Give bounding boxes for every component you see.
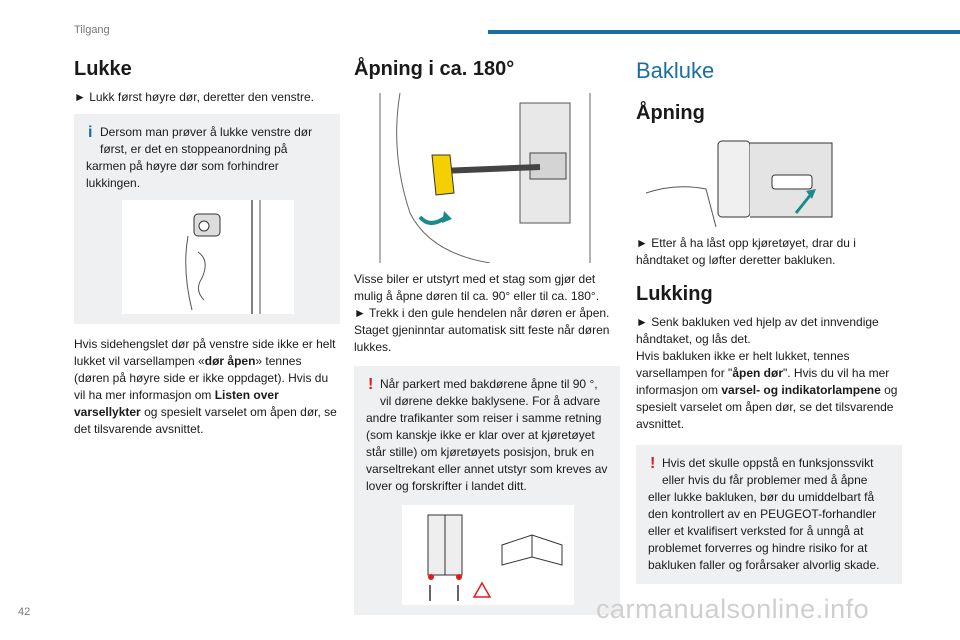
- watermark-url: carmanualsonline.info: [596, 594, 870, 624]
- note-line2: først, er det en stoppeanordning på: [100, 142, 288, 156]
- parking-warning-note: [354, 366, 620, 615]
- warn-rest: eller lukke bakluken, bør du umiddelbart få den kontrollert av en PEUGEOT-forhandler eller et kvalifisert verksted for å unngå at problemet forverres og hindre risiko for at bakluken faller og forårsaker alvorlig skade.: [648, 490, 880, 572]
- column-closing: [74, 58, 340, 438]
- paragraph-stay-info: Visse biler er utstyrt med et stag som gjør det mulig å åpne døren til ca. 90° eller til ca. 180°.: [354, 272, 600, 303]
- info-icon: i: [88, 124, 93, 141]
- p2-text-e: og spesielt varselet om åpen dør, se det tilsvarende avsnittet.: [74, 405, 337, 436]
- p2-bold-door-open: dør åpen: [204, 354, 256, 368]
- column-180-opening: [354, 58, 620, 623]
- header-bar: [488, 30, 960, 34]
- warn-line1: Når parkert med bakdørene åpne til 90 °,: [380, 377, 598, 391]
- close-text-f: og spesielt varselet om åpen dør, se det tilsvarende avsnittet.: [636, 383, 898, 431]
- p2-text-a: Hvis sidehengslet dør på venstre side ikke er helt lukket vil varsellampen «: [74, 337, 336, 368]
- heading-opening-180: Åpning i ca. 180°: [354, 58, 515, 80]
- paragraph-pull-lever: ► Trekk i den gule hendelen når døren er åpen. Staget gjeninntar automatisk sitt feste når døren lukkes.: [354, 306, 610, 354]
- heading-lukking: Lukking: [636, 283, 713, 305]
- paragraph-tailgate-warning: [636, 348, 902, 433]
- close-bold-lamps: varsel- og indikatorlampene: [721, 383, 881, 397]
- info-note: [74, 114, 340, 324]
- paragraph-lower-tailgate: ► Senk bakluken ved hjelp av det innvendige håndtaket, og lås det.: [636, 315, 879, 346]
- heading-lukke: Lukke: [74, 58, 132, 80]
- warn-line2: eller hvis du får problemer med å åpne: [662, 473, 868, 487]
- warning-triangle-illustration: [402, 505, 574, 605]
- warning-icon: !: [368, 376, 374, 393]
- warn-line1: Hvis det skulle oppstå en funksjonssvikt: [662, 456, 874, 470]
- page-number: 42: [18, 606, 31, 618]
- door-stop-illustration: [122, 200, 294, 314]
- title-bakluke: Bakluke: [636, 58, 715, 83]
- warning-icon: !: [650, 455, 656, 472]
- close-bold-door-open: åpen dør: [732, 366, 783, 380]
- column-tailgate: [636, 58, 902, 592]
- close-text-d: ". Hvis du vil ha mer informasjon om: [636, 366, 890, 397]
- p2-text-c: » tennes (døren på høyre side er ikke oppdaget). Hvis du vil ha mer informasjon om: [74, 354, 329, 402]
- door-stay-illustration: [370, 93, 610, 263]
- paragraph-door-warning: [74, 336, 340, 438]
- note-line1: Dersom man prøver å lukke venstre dør: [100, 125, 313, 139]
- close-text-b: Hvis bakluken ikke er helt lukket, tennes varsellampen for ": [636, 349, 850, 380]
- warn-rest: andre trafikanter som reiser i samme retning (som kanskje ikke er klar over at kjøretøyet står stille) om kjøretøyets posisjon, bruk en varseltrekant eller annet utstyr som kreves av lover og forskrifter i landet ditt.: [366, 411, 608, 493]
- section-header: Tilgang: [74, 24, 110, 36]
- p2-bold-warning-list: Listen over varsellykter: [74, 388, 279, 419]
- heading-apning: Åpning: [636, 102, 705, 124]
- note-rest: karmen på høyre dør som forhindrer lukkingen.: [86, 159, 279, 190]
- tailgate-illustration: [646, 133, 836, 227]
- malfunction-warning-note: [636, 445, 902, 584]
- warn-line2: vil dørene dekke baklysene. For å advare: [380, 394, 601, 408]
- paragraph-open-tailgate: ► Etter å ha låst opp kjøretøyet, drar du i håndtaket og løfter deretter bakluken.: [636, 236, 856, 267]
- paragraph-close-order: ► Lukk først høyre dør, deretter den venstre.: [74, 90, 314, 104]
